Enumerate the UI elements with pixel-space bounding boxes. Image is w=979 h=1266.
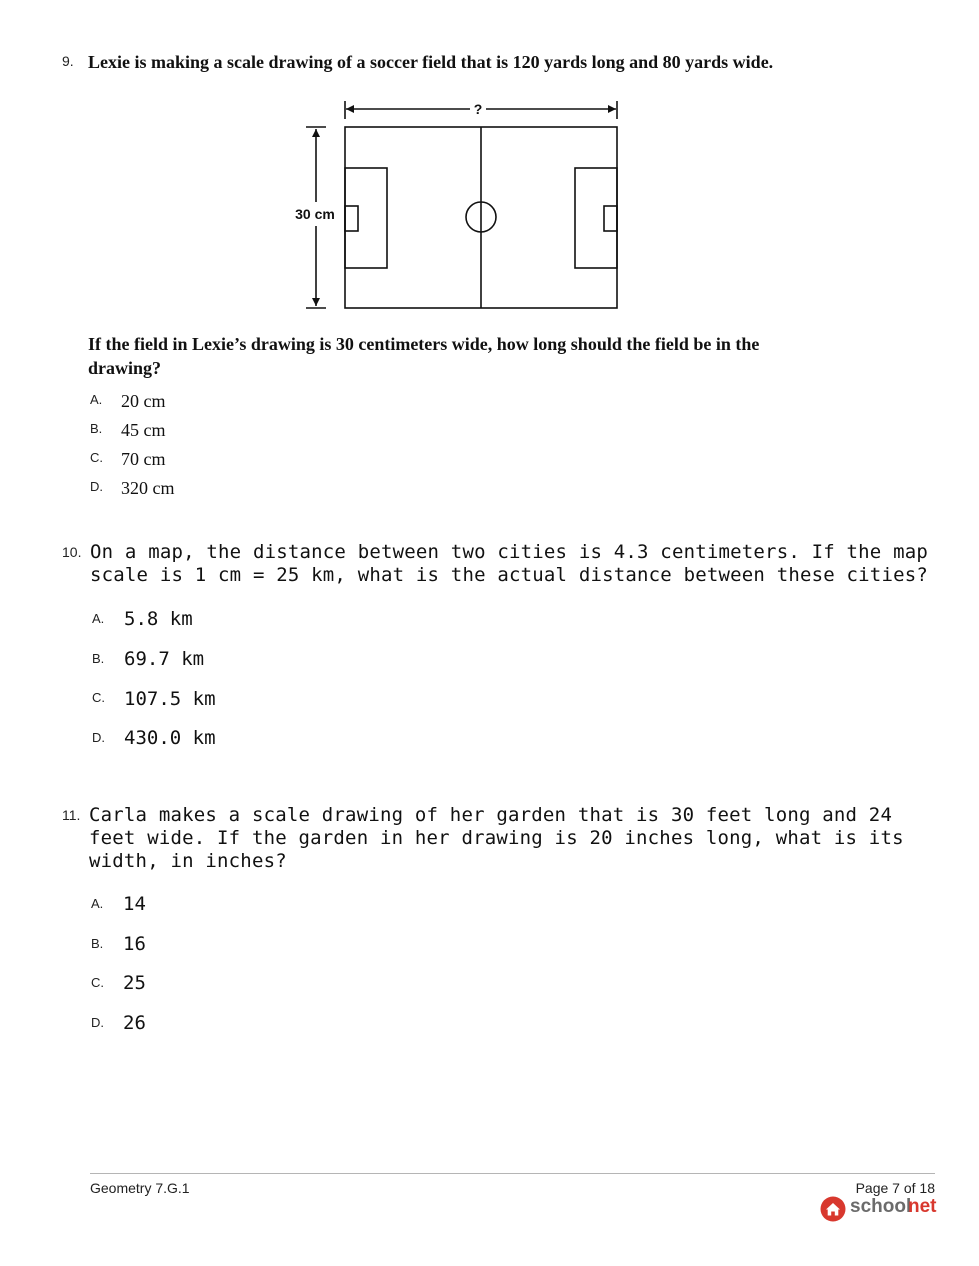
question-9-number: 9. [62,53,74,69]
q11-choice-d-text[interactable]: 26 [123,1012,146,1034]
footer-page-number: Page 7 of 18 [855,1180,935,1196]
right-goal-box [604,206,617,231]
q11-choice-c-text[interactable]: 25 [123,972,146,994]
q11-choice-a-text[interactable]: 14 [123,893,146,915]
question-11-stem-line-1: Carla makes a scale drawing of her garden that is 30 feet long and 24 [89,804,893,826]
q11-choice-c-letter: C. [91,975,104,990]
q11-choice-a-letter: A. [91,896,104,911]
height-arrow-top [312,129,320,137]
question-11-stem-line-2: feet wide. If the garden in her drawing is 20 inches long, what is its [89,827,904,849]
q10-choice-b-text[interactable]: 69.7 km [124,648,205,670]
q10-choice-b-letter: B. [92,651,105,666]
height-arrow-bottom [312,298,320,306]
q10-choice-d-text[interactable]: 430.0 km [124,727,216,749]
q10-choice-c-text[interactable]: 107.5 km [124,688,216,710]
schoolnet-house-icon [820,1196,846,1222]
q9-choice-a-letter: A. [90,392,103,407]
q11-choice-b-text[interactable]: 16 [123,933,146,955]
height-label: 30 cm [295,206,335,222]
q9-choice-a-text[interactable]: 20 cm [121,391,166,411]
footer-divider [90,1173,935,1174]
question-10-number: 10. [62,544,82,560]
question-9-stem: Lexie is making a scale drawing of a soccer field that is 120 yards long and 80 yards wide. [88,52,774,72]
question-9-prompt: If the field in Lexie’s drawing is 30 centimeters wide, how long should the field be in the drawing? [88,334,760,378]
q10-choice-a-letter: A. [92,611,105,626]
logo-school-text: school [850,1196,912,1217]
left-goal-box [345,206,358,231]
q11-choice-b-letter: B. [91,936,104,951]
q9-choice-d-text[interactable]: 320 cm [121,478,175,498]
question-11-stem-line-3: width, in inches? [89,850,287,872]
q10-choice-d-letter: D. [92,730,105,745]
q9-choice-c-letter: C. [90,450,103,465]
width-arrow-right [608,105,616,113]
schoolnet-logo [820,1195,935,1223]
width-label: ? [473,101,483,117]
footer-course: Geometry 7.G.1 [90,1180,190,1196]
q11-choice-d-letter: D. [91,1015,104,1030]
left-penalty-box [345,168,387,268]
q9-choice-b-letter: B. [90,421,103,436]
question-10-stem-line-1: On a map, the distance between two cities is 4.3 centimeters. If the map [90,541,929,563]
question-10-stem-line-2: scale is 1 cm = 25 km, what is the actual distance between these cities? [90,564,929,586]
q9-choice-b-text[interactable]: 45 cm [121,420,166,440]
logo-net-text: net [908,1196,937,1217]
question-11-number: 11. [62,807,81,823]
q9-choice-d-letter: D. [90,479,103,494]
q10-choice-a-text[interactable]: 5.8 km [124,608,193,630]
right-penalty-box [575,168,617,268]
soccer-field-figure [280,95,630,317]
width-arrow-left [346,105,354,113]
q10-choice-c-letter: C. [92,690,105,705]
q9-choice-c-text[interactable]: 70 cm [121,449,166,469]
